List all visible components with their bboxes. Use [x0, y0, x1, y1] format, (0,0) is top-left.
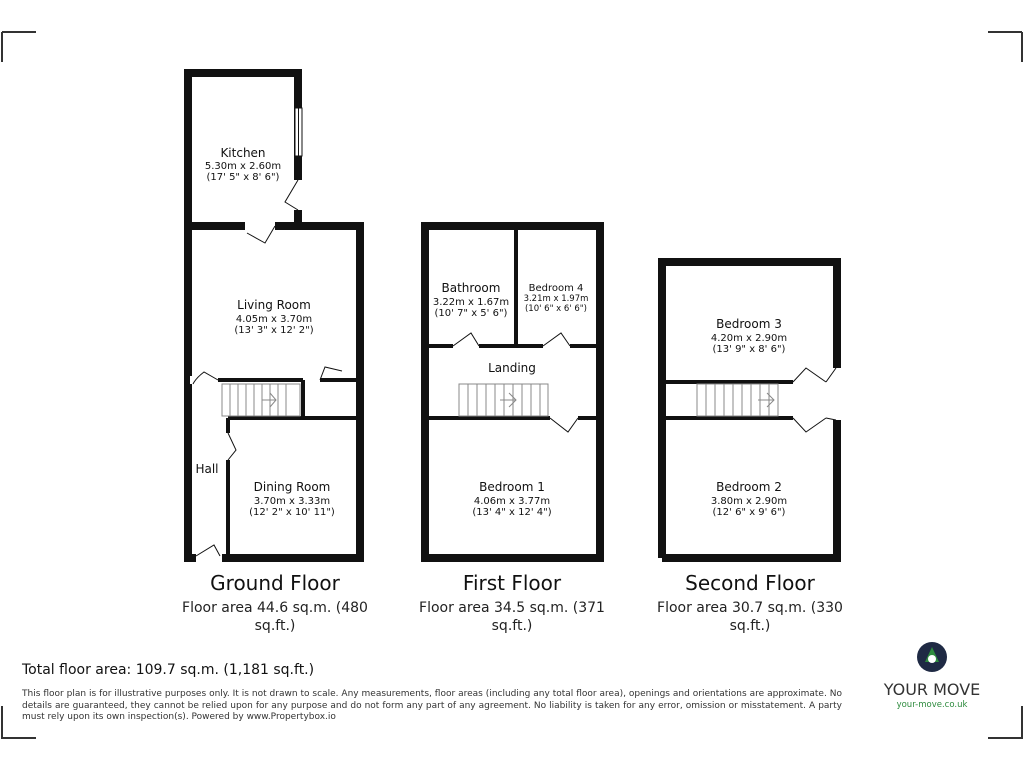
- stairs: [222, 384, 300, 416]
- logo-name: YOUR MOVE: [883, 680, 981, 699]
- bedroom-3-metric: 4.20m x 2.90m: [710, 333, 788, 344]
- dining-room-metric: 3.70m x 3.33m: [253, 496, 331, 507]
- second-floor-title: Second Floor: [685, 571, 815, 595]
- living-room-metric: 4.05m x 3.70m: [235, 314, 313, 325]
- first-floor-area: Floor area 34.5 sq.m. (371 sq.ft.): [419, 600, 605, 634]
- living-room-label: Living Room: [237, 298, 311, 312]
- second-floor-caption: [640, 571, 860, 635]
- bedroom-1-metric: 4.06m x 3.77m: [473, 496, 551, 507]
- kitchen-label: Kitchen: [220, 146, 266, 160]
- bedroom-2-label: Bedroom 2: [716, 480, 782, 494]
- landing-label: Landing: [488, 361, 536, 375]
- second-floor-plan: [662, 262, 837, 558]
- ground-floor-plan: [188, 73, 360, 562]
- dining-room-label: Dining Room: [253, 480, 331, 494]
- total-floor-area: Total floor area: 109.7 sq.m. (1,181 sq.ft.): [22, 662, 315, 678]
- bedroom-1-imperial: (13' 4" x 12' 4"): [472, 507, 552, 518]
- first-floor-title: First Floor: [462, 571, 562, 595]
- bedroom-4-label: Bedroom 4: [528, 283, 584, 294]
- logo-mark-icon: [915, 640, 949, 674]
- first-floor-caption: [402, 571, 622, 635]
- stairs: [697, 384, 778, 416]
- stairs: [459, 384, 548, 416]
- hall-label: Hall: [195, 462, 219, 476]
- bedroom-4-metric: 3.21m x 1.97m: [523, 294, 589, 304]
- bathroom-imperial: (10' 7" x 5' 6"): [434, 308, 508, 319]
- dining-room-imperial: (12' 2" x 10' 11"): [249, 507, 335, 518]
- ground-floor-title: Ground Floor: [210, 571, 340, 595]
- logo-url: your-move.co.uk: [896, 700, 968, 710]
- living-room-imperial: (13' 3" x 12' 2"): [234, 325, 314, 336]
- first-floor-plan: [425, 226, 600, 558]
- bedroom-2-imperial: (12' 6" x 9' 6"): [712, 507, 786, 518]
- kitchen-imperial: (17' 5" x 8' 6"): [206, 172, 280, 183]
- bedroom-2-metric: 3.80m x 2.90m: [710, 496, 788, 507]
- bathroom-metric: 3.22m x 1.67m: [432, 297, 510, 308]
- kitchen-metric: 5.30m x 2.60m: [204, 161, 282, 172]
- bedroom-3-imperial: (13' 9" x 8' 6"): [712, 344, 786, 355]
- bedroom-4-imperial: (10' 6" x 6' 6"): [524, 304, 588, 314]
- disclaimer-text: This floor plan is for illustrative purposes only. It is not drawn to scale. Any measurements, floor areas (including any total floor area), openings and orientations are approximate. No details are guaranteed, they cannot be relied upon for any purpose and do not form any part of any agreement. No liability is taken for any error, omission or misstatement. A party must rely upon its own inspection(s). Powered by www.Propertybox.io: [22, 689, 842, 722]
- bathroom-label: Bathroom: [441, 281, 501, 295]
- your-move-logo: [872, 640, 992, 710]
- second-floor-area: Floor area 30.7 sq.m. (330 sq.ft.): [657, 600, 843, 634]
- ground-floor-caption: [165, 571, 385, 635]
- ground-floor-area: Floor area 44.6 sq.m. (480 sq.ft.): [182, 600, 368, 634]
- bedroom-3-label: Bedroom 3: [716, 317, 782, 331]
- bedroom-1-label: Bedroom 1: [479, 480, 545, 494]
